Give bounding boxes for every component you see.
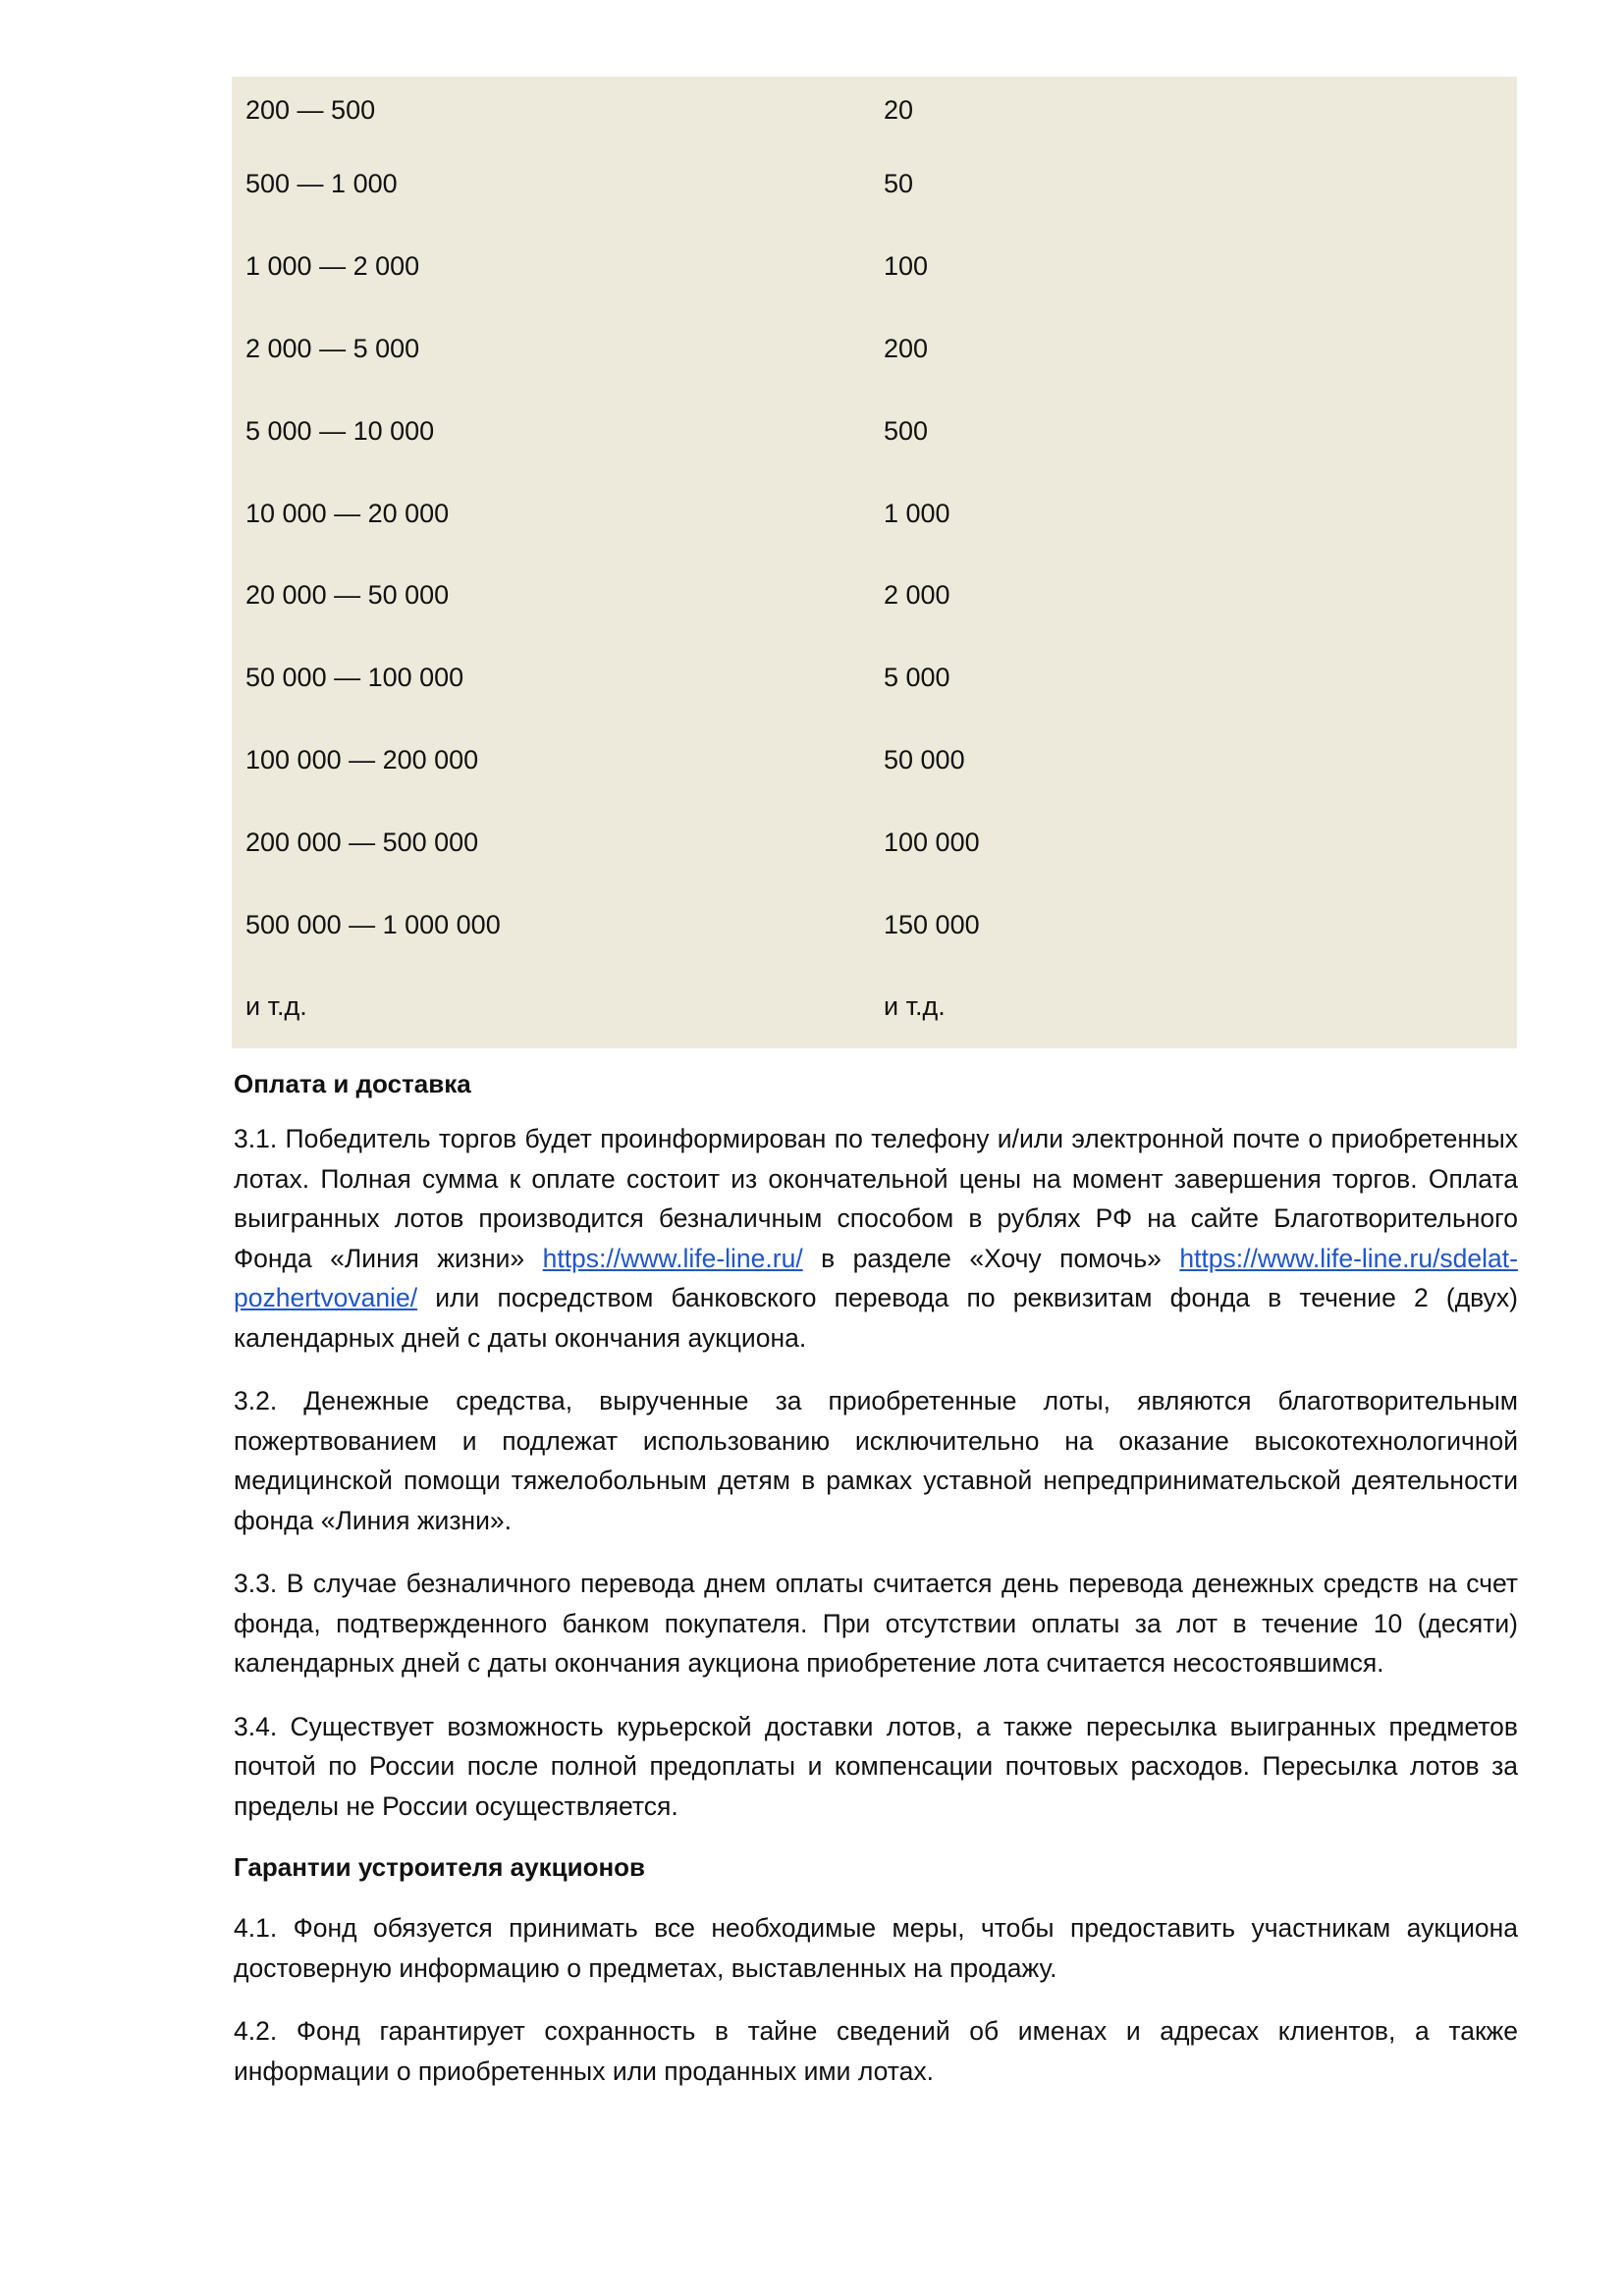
table-row <box>232 966 1517 1048</box>
price-range-cell: 200 — 500 <box>245 94 376 125</box>
donate-page-link[interactable]: https://www.life-line.ru/sdelat-pozhertvovanie/ <box>234 1243 1518 1312</box>
price-range-cell: 50 000 — 100 000 <box>245 663 464 693</box>
bid-step-cell: 20 <box>884 94 914 125</box>
price-range-cell: и т.д. <box>245 991 307 1022</box>
bid-step-cell: 5 000 <box>884 663 950 693</box>
paragraph-text: или посредством банковского перевода по реквизитам фонда в течение 2 (двух) календарных дней с даты окончания аукциона. <box>234 1283 1518 1353</box>
table-row <box>232 308 1517 391</box>
paragraph-text: 3.1. Победитель торгов будет проинформирован по телефону и/или электронной почте о приобретенных лотах. Полная сумма к оплате состоит из окончательной цены на момент завершения торгов. Оплата выигранных лотов производится безналичным способом в рублях РФ на сайте Благотворительного Фонда «Линия жизни» <box>234 1124 1518 1273</box>
bid-step-cell: 500 <box>884 415 929 446</box>
paragraph-3-4: 3.4. Существует возможность курьерской доставки лотов, а также пересылка выигранных предметов почтой по России после полной предоплаты и компенсации почтовых расходов. Пересылка лотов за пределы не России осуществляется. <box>234 1711 1518 1821</box>
document-body <box>234 1066 1518 2091</box>
bid-step-cell: 2 000 <box>884 580 950 611</box>
bid-step-table <box>232 77 1517 1048</box>
table-row <box>232 720 1517 802</box>
price-range-cell: 500 000 — 1 000 000 <box>245 909 501 939</box>
table-row <box>232 472 1517 555</box>
table-row <box>232 555 1517 637</box>
table-row <box>232 226 1517 308</box>
bid-step-cell: 50 000 <box>884 744 965 774</box>
price-range-cell: 500 — 1 000 <box>245 169 398 199</box>
price-range-cell: 200 000 — 500 000 <box>245 827 479 857</box>
paragraph-4-2: 4.2. Фонд гарантирует сохранность в тайне сведений об именах и адресах клиентов, а также информации о приобретенных или проданных ими лотах. <box>234 2016 1518 2086</box>
bid-step-cell: 100 <box>884 251 929 282</box>
bid-step-cell: 150 000 <box>884 909 980 939</box>
table-row <box>232 883 1517 966</box>
price-range-cell: 100 000 — 200 000 <box>245 744 479 774</box>
life-line-link[interactable]: https://www.life-line.ru/ <box>542 1243 803 1273</box>
paragraph-3-3: 3.3. В случае безналичного перевода днем оплаты считается день перевода денежных средств на счет фонда, подтвержденного банком покупателя. При отсутствии оплаты за лот в течение 10 (десяти) календарных дней с даты окончания аукциона приобретение лота считается несостоявшимся. <box>234 1569 1518 1678</box>
table-row <box>232 77 1517 143</box>
bid-step-cell: и т.д. <box>884 991 946 1022</box>
bid-step-cell: 200 <box>884 333 929 363</box>
price-range-cell: 1 000 — 2 000 <box>245 251 420 282</box>
price-range-cell: 10 000 — 20 000 <box>245 498 450 528</box>
paragraph-3-2: 3.2. Денежные средства, вырученные за приобретенные лоты, являются благотворительным пожертвованием и подлежат использованию исключительно на оказание высокотехнологичной медицинской помощи тяжелобольным детям в рамках уставной непредпринимательской деятельности фонда «Линия жизни». <box>234 1386 1518 1535</box>
price-range-cell: 5 000 — 10 000 <box>245 415 435 446</box>
paragraph-4-1: 4.1. Фонд обязуется принимать все необходимые меры, чтобы предоставить участникам аукциона достоверную информацию о предметах, выставленных на продажу. <box>234 1913 1518 1983</box>
table-row <box>232 637 1517 720</box>
table-row <box>232 143 1517 226</box>
bid-step-cell: 100 000 <box>884 827 980 857</box>
section-heading-payment: Оплата и доставка <box>234 1069 471 1098</box>
price-range-cell: 20 000 — 50 000 <box>245 580 450 611</box>
section-heading-guarantees: Гарантии устроителя аукционов <box>234 1852 646 1882</box>
bid-step-cell: 50 <box>884 169 914 199</box>
table-row <box>232 390 1517 472</box>
table-row <box>232 801 1517 883</box>
paragraph-text: в разделе «Хочу помочь» <box>802 1243 1180 1273</box>
paragraph-3-1 <box>234 1119 1518 1358</box>
price-range-cell: 2 000 — 5 000 <box>245 333 420 363</box>
bid-step-cell: 1 000 <box>884 498 950 528</box>
